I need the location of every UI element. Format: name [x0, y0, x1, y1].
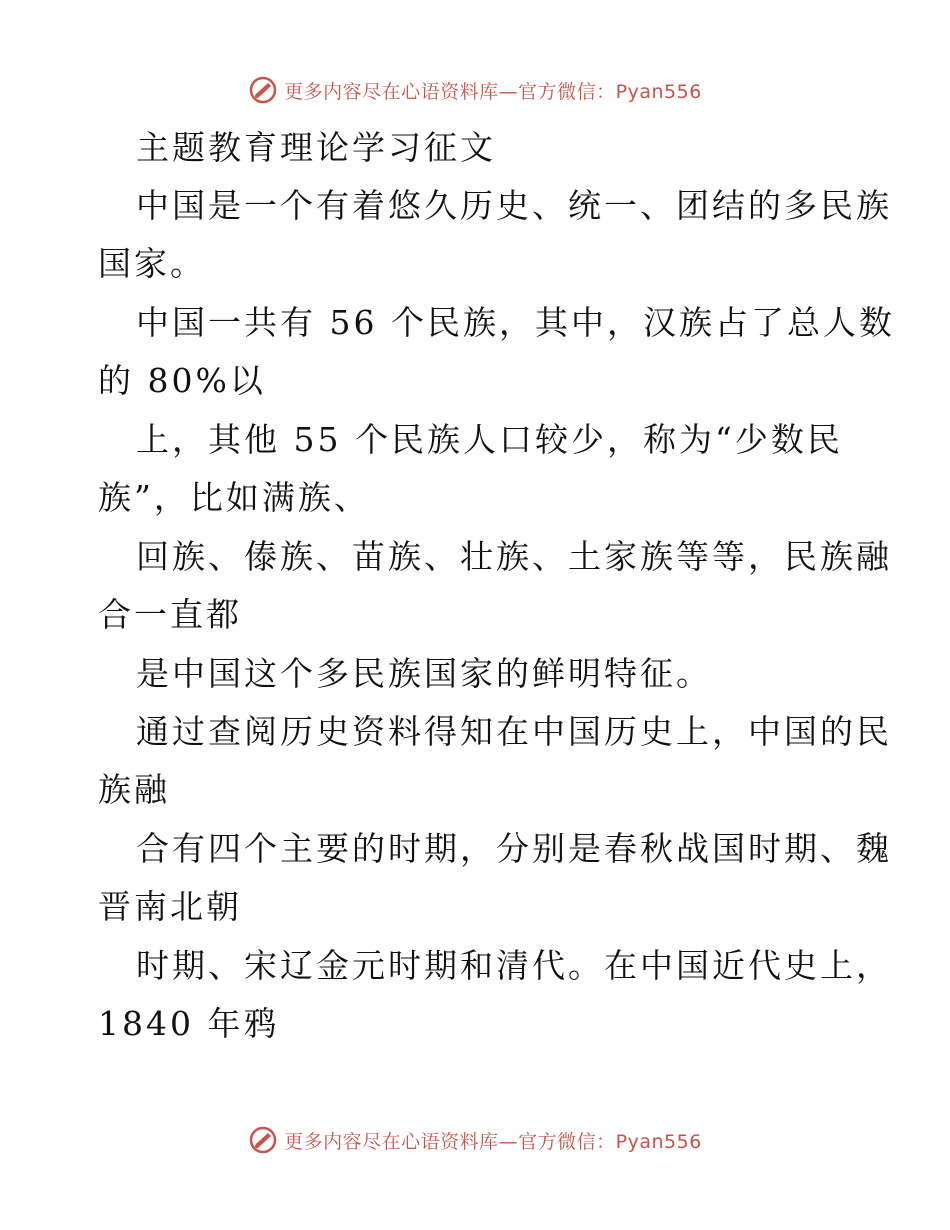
- paragraph-line: 通过查阅历史资料得知在中国历史上，中国的民: [136, 712, 892, 751]
- paragraph-line: 时期、宋辽金元时期和清代。在中国近代史上，: [136, 946, 892, 985]
- paragraph-line: 回族、傣族、苗族、壮族、土家族等等，民族融: [136, 537, 892, 576]
- paragraph-line: 族”，比如满族、: [98, 478, 370, 517]
- paragraph-line: 国家。: [98, 244, 206, 283]
- footer-banner: [0, 1120, 950, 1160]
- paragraph-line: 中国是一个有着悠久历史、统一、团结的多民族: [136, 186, 892, 225]
- paragraph-line: 晋南北朝: [98, 887, 242, 926]
- paragraph-line: 上，其他 55 个民族人口较少，称为“少数民: [136, 420, 843, 459]
- document-title: 主题教育理论学习征文: [136, 128, 496, 167]
- header-banner-text: 更多内容尽在心语资料库—官方微信：Pyan556: [284, 80, 702, 103]
- paragraph-line: 1840 年鸦: [98, 1004, 280, 1043]
- header-banner: [0, 70, 950, 110]
- paragraph-line: 的 80%以: [98, 361, 266, 400]
- paragraph-line: 合有四个主要的时期，分别是春秋战国时期、魏: [136, 829, 892, 868]
- brand-logo-icon: [248, 1125, 278, 1155]
- paragraph-line: 族融: [98, 770, 170, 809]
- paragraph-line: 合一直都: [98, 595, 242, 634]
- footer-banner-text: 更多内容尽在心语资料库—官方微信：Pyan556: [284, 1130, 702, 1153]
- paragraph-line: 中国一共有 56 个民族，其中，汉族占了总人数: [136, 303, 895, 342]
- paragraph-line: 是中国这个多民族国家的鲜明特征。: [136, 654, 712, 693]
- brand-logo-icon: [248, 75, 278, 105]
